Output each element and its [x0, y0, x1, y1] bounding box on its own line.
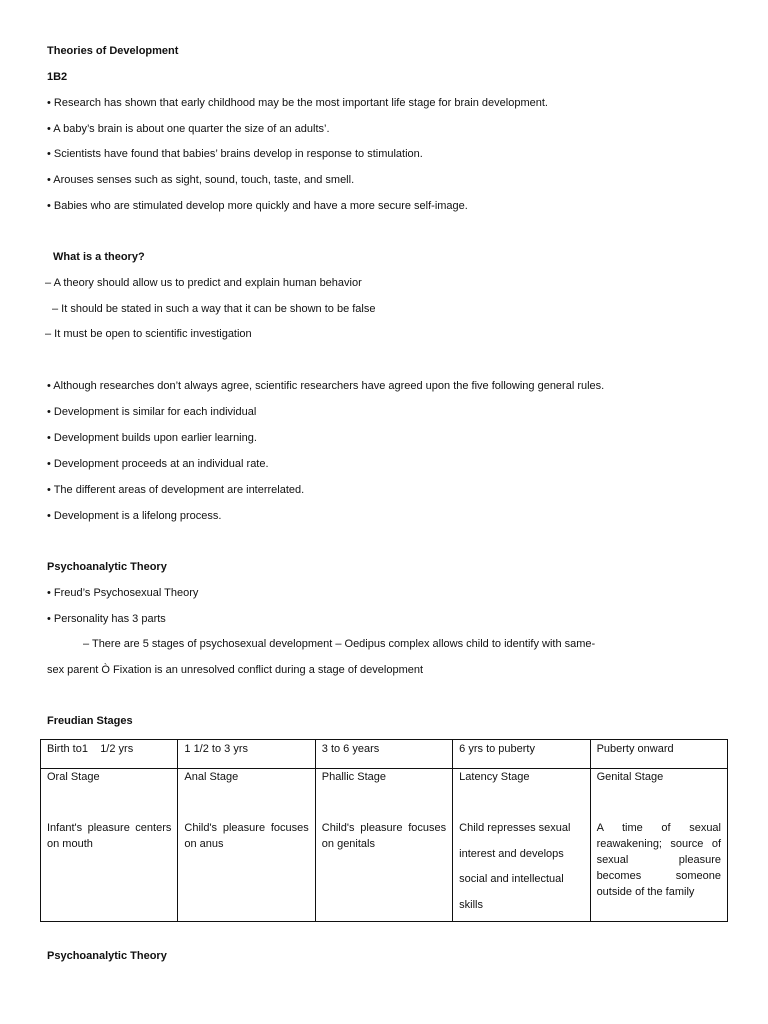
- freudian-heading: Freudian Stages: [47, 715, 133, 727]
- section-code: 1B2: [47, 71, 68, 83]
- intro-bullet: • Scientists have found that babies’ brains develop in response to stimulation.: [47, 148, 423, 160]
- psych-bullet: • Freud’s Psychosexual Theory: [47, 587, 199, 599]
- stage-description: Child's pleasure focuses on anus: [184, 822, 309, 850]
- rules-bullet: • Development is similar for each individual: [47, 406, 257, 418]
- stage-name: Oral Stage: [47, 771, 100, 783]
- psych-bullet: • Personality has 3 parts: [47, 613, 166, 625]
- stage-description: Child's pleasure focuses on genitals: [321, 822, 447, 850]
- stage-cell: [453, 769, 590, 922]
- intro-bullet: • Babies who are stimulated develop more quickly and have a more secure self-image.: [47, 200, 468, 212]
- psych-subpoint: – There are 5 stages of psychosexual development – Oedipus complex allows child to identify with same-: [83, 638, 596, 650]
- table-row-ages: [41, 740, 728, 769]
- theory-point: – It must be open to scientific investigation: [45, 328, 252, 340]
- table-row-stages: [41, 769, 728, 922]
- psych-subpoint-continued: sex parent Ò Fixation is an unresolved conflict during a stage of development: [47, 664, 424, 676]
- age-range-cell: 6 yrs to puberty: [453, 740, 590, 769]
- stage-name: Phallic Stage: [321, 771, 386, 783]
- intro-bullet: • Arouses senses such as sight, sound, touch, taste, and smell.: [47, 174, 355, 186]
- stage-name: Latency Stage: [459, 771, 530, 783]
- rules-bullet: • Development is a lifelong process.: [47, 510, 222, 522]
- rules-bullet: • The different areas of development are interrelated.: [47, 484, 305, 496]
- stage-name: Anal Stage: [184, 771, 239, 783]
- stage-cell: [178, 769, 315, 922]
- rules-bullet: • Development proceeds at an individual rate.: [47, 458, 269, 470]
- stage-name: Genital Stage: [596, 771, 664, 783]
- theory-point: – A theory should allow us to predict and explain human behavior: [45, 277, 362, 289]
- psych-heading: Psychoanalytic Theory: [47, 561, 167, 573]
- age-range-cell: 3 to 6 years: [315, 740, 452, 769]
- theory-point: – It should be stated in such a way that it can be shown to be false: [52, 303, 376, 315]
- rules-bullet: • Although researches don’t always agree, scientific researchers have agreed upon the five following general rules.: [47, 380, 605, 392]
- theory-heading: What is a theory?: [53, 251, 145, 263]
- age-range-cell: Birth to1 1/2 yrs: [41, 740, 178, 769]
- intro-bullet: • A baby’s brain is about one quarter the size of an adults’.: [47, 123, 330, 135]
- intro-bullet: • Research has shown that early childhood may be the most important life stage for brain development.: [47, 97, 548, 109]
- stage-description: Infant's pleasure centers on mouth: [47, 822, 172, 850]
- stage-description: A time of sexual reawakening; source of sexual pleasure becomes someone outside of the family: [596, 822, 721, 898]
- stage-cell: [41, 769, 178, 922]
- bottom-heading: Psychoanalytic Theory: [47, 950, 167, 962]
- rules-bullet: • Development builds upon earlier learning.: [47, 432, 257, 444]
- stage-cell: [315, 769, 452, 922]
- freudian-stages-table: [40, 739, 728, 922]
- document-title: Theories of Development: [47, 45, 179, 57]
- age-range-cell: 1 1/2 to 3 yrs: [178, 740, 315, 769]
- stage-description: Child represses sexual interest and develops social and intellectual skills: [459, 822, 571, 911]
- age-range-cell: Puberty onward: [590, 740, 727, 769]
- stage-cell: [590, 769, 727, 922]
